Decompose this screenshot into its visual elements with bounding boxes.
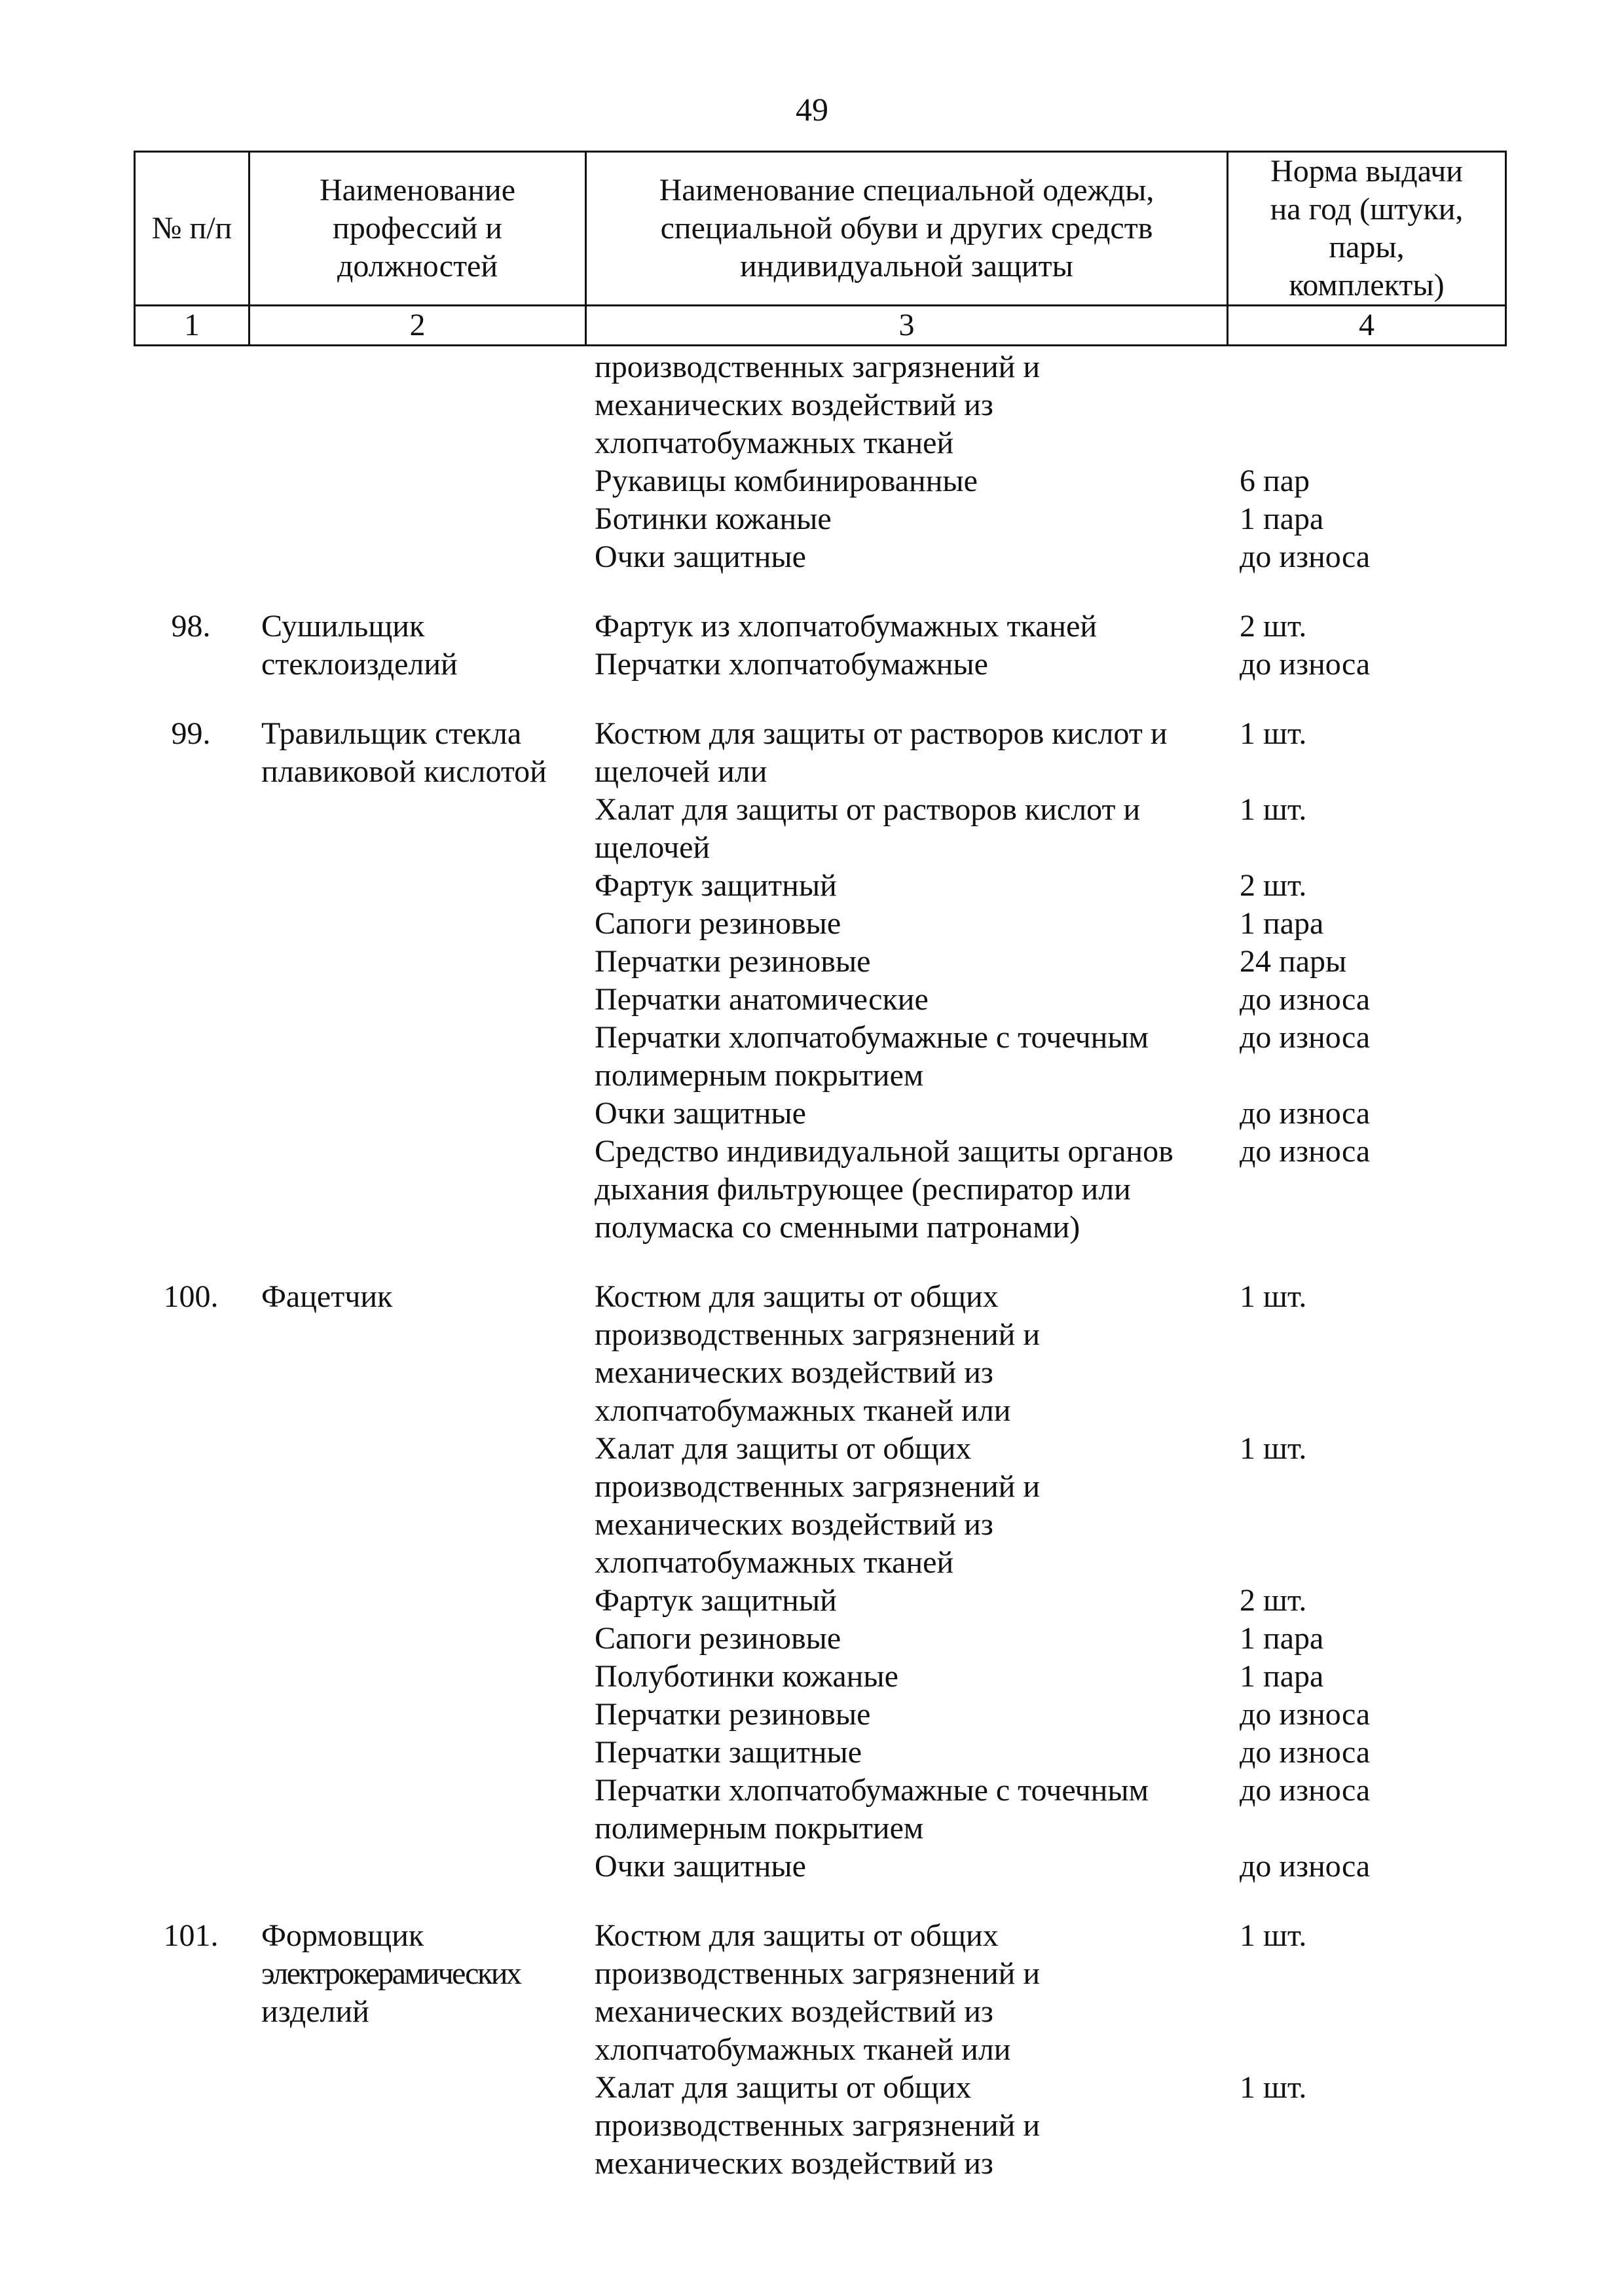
item-name — [595, 1019, 1240, 1095]
item-row — [595, 981, 1511, 1019]
item-row — [595, 791, 1511, 867]
item-row — [595, 715, 1511, 791]
item-name — [595, 981, 1240, 1019]
profession-line: Фацетчик — [261, 1279, 393, 1314]
item-quantity: до износа — [1240, 1735, 1371, 1770]
profession-name — [261, 1278, 589, 1316]
profession-name — [261, 1917, 589, 2031]
item-name — [595, 1430, 1240, 1582]
item-row — [595, 1658, 1511, 1696]
item-line: Сапоги резиновые — [595, 1621, 841, 1656]
item-line: полимерным покрытием — [595, 1058, 924, 1093]
item-quantity: до износа — [1240, 647, 1371, 682]
item-quantity: до износа — [1240, 1096, 1371, 1131]
item-name — [595, 500, 1240, 538]
item-name — [595, 608, 1240, 646]
item-line: Средство индивидуальной защиты органов — [595, 1134, 1173, 1169]
item-row — [595, 867, 1511, 905]
page-number: 49 — [796, 91, 828, 128]
header-line: специальной обуви и других средств — [660, 211, 1153, 246]
item-quantity: 1 шт. — [1240, 2070, 1307, 2105]
column-number-1: 1 — [135, 306, 249, 346]
row-number: 101. — [163, 1918, 219, 1953]
item-line: механических воздействий из — [595, 388, 993, 422]
item-quantity: до износа — [1240, 1849, 1371, 1884]
item-row — [595, 1095, 1511, 1133]
row-number: 98. — [171, 609, 211, 644]
profession-line: изделий — [261, 1994, 369, 2029]
header-line: комплекты) — [1289, 268, 1445, 302]
item-quantity: 1 шт. — [1240, 716, 1307, 751]
item-line: Костюм для защиты от общих — [595, 1279, 999, 1314]
item-row — [595, 608, 1511, 646]
item-name — [595, 1095, 1240, 1133]
column-number-4: 4 — [1228, 306, 1506, 346]
item-quantity: 6 пар — [1240, 464, 1310, 498]
item-row — [595, 1848, 1511, 1886]
item-name — [595, 867, 1240, 905]
item-name — [595, 1620, 1240, 1658]
item-line: Фартук из хлопчатобумажных тканей — [595, 609, 1098, 644]
row-number: 100. — [163, 1279, 219, 1314]
item-line: производственных загрязнений и — [595, 1469, 1041, 1504]
item-name — [595, 1658, 1240, 1696]
item-line: хлопчатобумажных тканей — [595, 426, 954, 460]
item-line: Халат для защиты от общих — [595, 2070, 972, 2105]
item-line: Перчатки защитные — [595, 1735, 862, 1770]
item-row — [595, 348, 1511, 462]
item-name — [595, 715, 1240, 791]
table-row — [0, 1917, 1624, 2183]
item-line: механических воздействий из — [595, 2146, 993, 2181]
header-line: должностей — [337, 249, 498, 283]
item-name — [595, 348, 1240, 462]
item-name — [595, 1582, 1240, 1620]
item-quantity: 1 пара — [1240, 501, 1324, 536]
item-line: полимерным покрытием — [595, 1811, 924, 1846]
item-line: производственных загрязнений и — [595, 2108, 1041, 2143]
item-line: Рукавицы комбинированные — [595, 464, 978, 498]
item-line: Очки защитные — [595, 1096, 806, 1131]
profession-line: Травильщик стекла — [261, 716, 522, 751]
item-line: Перчатки резиновые — [595, 944, 871, 979]
item-quantity: до износа — [1240, 1697, 1371, 1732]
item-row — [595, 646, 1511, 683]
item-quantity: 2 шт. — [1240, 868, 1307, 903]
item-name — [595, 943, 1240, 981]
item-quantity: 2 шт. — [1240, 1583, 1307, 1618]
header-line: Наименование специальной одежды, — [659, 173, 1154, 208]
table-body — [0, 348, 1624, 2183]
item-quantity: до износа — [1240, 1134, 1371, 1169]
item-line: Костюм для защиты от общих — [595, 1918, 999, 1953]
item-line: механических воздействий из — [595, 1994, 993, 2029]
item-row — [595, 1133, 1511, 1247]
profession-line: плавиковой кислотой — [261, 754, 547, 789]
item-quantity: 1 пара — [1240, 1659, 1324, 1694]
header-line: на год (штуки, — [1270, 192, 1464, 227]
items-list — [595, 715, 1511, 1247]
header-line: Норма выдачи — [1270, 154, 1463, 189]
item-line: хлопчатобумажных тканей — [595, 1545, 954, 1580]
item-name — [595, 1848, 1240, 1886]
item-row — [595, 2069, 1511, 2183]
table-row — [0, 715, 1624, 1247]
item-name — [595, 1278, 1240, 1430]
item-name — [595, 1734, 1240, 1772]
item-quantity: до износа — [1240, 1773, 1371, 1808]
profession-line: Сушильщик — [261, 609, 425, 644]
item-row — [595, 1696, 1511, 1734]
item-row — [595, 905, 1511, 943]
items-list — [595, 1278, 1511, 1886]
item-line: Перчатки хлопчатобумажные с точечным — [595, 1020, 1149, 1055]
item-row — [595, 1772, 1511, 1848]
item-row — [595, 1582, 1511, 1620]
item-row — [595, 943, 1511, 981]
item-row — [595, 1620, 1511, 1658]
item-name — [595, 1772, 1240, 1848]
header-line: Наименование — [319, 173, 516, 208]
item-line: полумаска со сменными патронами) — [595, 1210, 1080, 1245]
item-quantity: до износа — [1240, 982, 1371, 1017]
item-line: Халат для защиты от общих — [595, 1431, 972, 1466]
item-line: Фартук защитный — [595, 1583, 837, 1618]
profession-name — [261, 608, 589, 683]
item-row — [595, 1734, 1511, 1772]
item-line: щелочей — [595, 830, 710, 865]
item-quantity — [1240, 348, 1436, 462]
item-line: Ботинки кожаные — [595, 501, 832, 536]
table-row — [0, 348, 1624, 576]
item-line: механических воздействий из — [595, 1507, 993, 1542]
item-line: механических воздействий из — [595, 1355, 993, 1390]
item-row — [595, 1019, 1511, 1095]
item-name — [595, 1917, 1240, 2069]
items-list — [595, 1917, 1511, 2183]
item-name — [595, 905, 1240, 943]
item-row — [595, 1430, 1511, 1582]
item-quantity: 1 пара — [1240, 1621, 1324, 1656]
column-number-3: 3 — [586, 306, 1228, 346]
item-quantity: 24 пары — [1240, 944, 1347, 979]
profession-name — [261, 715, 589, 791]
column-number-2: 2 — [249, 306, 586, 346]
item-line: Очки защитные — [595, 539, 806, 574]
item-quantity: 2 шт. — [1240, 609, 1307, 644]
item-line: Перчатки анатомические — [595, 982, 929, 1017]
item-quantity: 1 шт. — [1240, 1279, 1307, 1314]
items-list — [595, 348, 1511, 576]
item-name — [595, 2069, 1240, 2183]
item-row — [595, 462, 1511, 500]
item-line: Сапоги резиновые — [595, 906, 841, 941]
item-name — [595, 1133, 1240, 1247]
header-col-items — [586, 152, 1228, 306]
item-line: Перчатки хлопчатобумажные с точечным — [595, 1773, 1149, 1808]
item-name — [595, 462, 1240, 500]
item-line: Костюм для защиты от растворов кислот и — [595, 716, 1168, 751]
item-line: Халат для защиты от растворов кислот и — [595, 792, 1141, 827]
item-line: дыхания фильтрующее (респиратор или — [595, 1172, 1131, 1207]
table-row — [0, 1278, 1624, 1886]
item-line: Очки защитные — [595, 1849, 806, 1884]
profession-line: Формовщик — [261, 1918, 424, 1953]
item-line: производственных загрязнений и — [595, 350, 1041, 384]
item-line: Фартук защитный — [595, 868, 837, 903]
profession-line: электрокерамических — [261, 1956, 521, 1991]
item-line: хлопчатобумажных тканей или — [595, 1393, 1011, 1428]
item-quantity: 1 пара — [1240, 906, 1324, 941]
item-row — [595, 1917, 1511, 2069]
item-name — [595, 791, 1240, 867]
row-number: 99. — [171, 716, 211, 751]
table-header — [134, 151, 1507, 346]
header-line: индивидуальной защиты — [740, 249, 1073, 283]
header-col-number: № п/п — [135, 152, 249, 306]
item-line: производственных загрязнений и — [595, 1956, 1041, 1991]
item-name — [595, 1696, 1240, 1734]
item-name — [595, 646, 1240, 683]
item-line: щелочей или — [595, 754, 767, 789]
header-col-norm — [1228, 152, 1506, 306]
items-list — [595, 608, 1511, 683]
header-line: профессий и — [333, 211, 502, 246]
item-name — [595, 538, 1240, 576]
item-quantity: 1 шт. — [1240, 792, 1307, 827]
item-row — [595, 500, 1511, 538]
item-line: Перчатки резиновые — [595, 1697, 871, 1732]
item-quantity: 1 шт. — [1240, 1918, 1307, 1953]
item-line: Полуботинки кожаные — [595, 1659, 898, 1694]
item-quantity: до износа — [1240, 539, 1371, 574]
item-quantity: 1 шт. — [1240, 1431, 1307, 1466]
item-quantity: до износа — [1240, 1020, 1371, 1055]
table-row — [0, 608, 1624, 683]
item-line: производственных загрязнений и — [595, 1317, 1041, 1352]
profession-line: стеклоизделий — [261, 647, 458, 682]
item-line: хлопчатобумажных тканей или — [595, 2032, 1011, 2067]
item-row — [595, 538, 1511, 576]
item-line: Перчатки хлопчатобумажные — [595, 647, 988, 682]
header-col-profession — [249, 152, 586, 306]
header-line: пары, — [1329, 230, 1405, 264]
item-row — [595, 1278, 1511, 1430]
